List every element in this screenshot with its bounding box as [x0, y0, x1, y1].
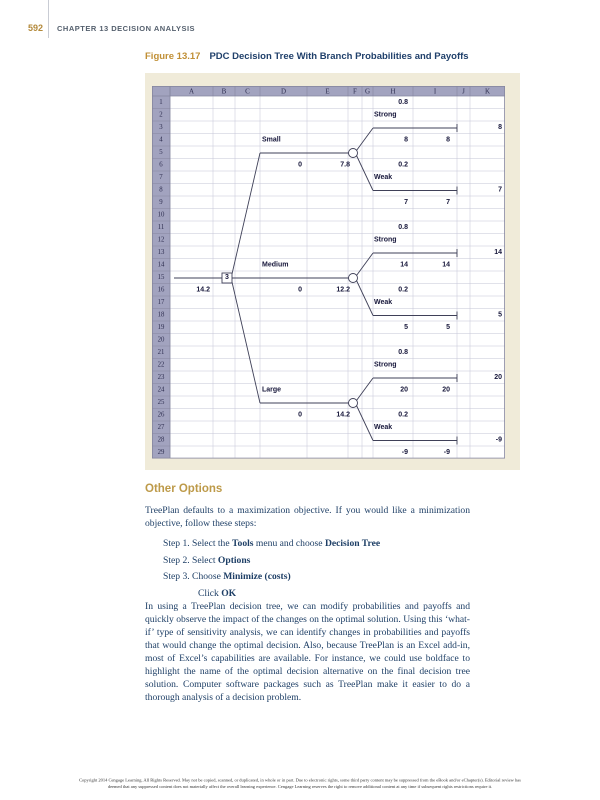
svg-text:16: 16 [157, 286, 165, 294]
cell-I29: -9 [443, 448, 450, 456]
chapter-title: CHAPTER 13 DECISION ANALYSIS [57, 24, 196, 33]
svg-text:26: 26 [157, 411, 165, 419]
step-2: Step 2. Select Options [163, 554, 251, 566]
svg-text:4: 4 [159, 136, 163, 144]
cell-D16: 0 [298, 286, 302, 294]
cell-H29: -9 [401, 448, 408, 456]
cell-H7: Weak [374, 173, 393, 181]
cell-I9: 7 [446, 198, 450, 206]
svg-text:B: B [221, 87, 227, 96]
cell-H19: 5 [404, 323, 408, 331]
svg-text:H: H [390, 87, 396, 96]
svg-text:D: D [280, 87, 287, 96]
svg-text:11: 11 [157, 223, 165, 231]
svg-text:23: 23 [157, 373, 165, 381]
cell-E6: 7.8 [340, 161, 350, 169]
copyright-line-2: deemed that any suppressed content does not materially affect the overall learning experience. Cengage Learning reserves the right to remove additional content at any time if subsequent rights restrictions require it. [107, 783, 493, 790]
svg-text:20: 20 [157, 336, 165, 344]
svg-text:28: 28 [157, 436, 165, 444]
cell-D26: 0 [298, 411, 302, 419]
copyright-footer [0, 777, 600, 799]
svg-text:25: 25 [157, 398, 165, 406]
cell-H27: Weak [374, 423, 393, 431]
svg-text:29: 29 [157, 448, 165, 456]
step-3: Step 3. Choose Minimize (costs) [163, 571, 291, 582]
cell-H4: 8 [404, 136, 408, 144]
cell-H24: 20 [400, 386, 408, 394]
steps-list [163, 538, 380, 604]
svg-text:8: 8 [159, 186, 163, 194]
svg-text:19: 19 [157, 323, 165, 331]
svg-text:F: F [353, 87, 357, 96]
cell-I4: 8 [446, 136, 450, 144]
cell-H17: Weak [374, 298, 393, 306]
cell-H22: Strong [374, 361, 397, 369]
cell-D24: Large [262, 386, 282, 394]
copyright-line-1: Copyright 2014 Cengage Learning. All Rights Reserved. May not be copied, scanned, or duplicated, in whole or in part. Due to electronic rights, some third party content may be suppressed from the eBook and/or eChapter(s). Editorial review has [79, 777, 521, 783]
header-divider [48, 0, 49, 38]
page-number: 592 [28, 23, 44, 33]
cell-D14: Medium [262, 261, 289, 269]
cell-K8: 7 [498, 186, 502, 194]
cell-I24: 20 [442, 386, 450, 394]
intro-paragraph: TreePlan defaults to a maximization objective. If you would like a minimization objective, follow these steps: [145, 505, 470, 529]
cell-K13: 14 [494, 248, 502, 256]
section-heading: Other Options [145, 483, 223, 495]
figure-title: PDC Decision Tree With Branch Probabilities and Payoffs [209, 51, 469, 62]
cell-H9: 7 [404, 198, 408, 206]
svg-text:2: 2 [159, 111, 163, 119]
cell-D6: 0 [298, 161, 302, 169]
svg-text:1: 1 [159, 98, 163, 106]
svg-text:15: 15 [157, 273, 165, 281]
svg-text:21: 21 [157, 348, 165, 356]
cell-H12: Strong [374, 236, 397, 244]
cell-H16: 0.2 [398, 286, 408, 294]
cell-H21: 0.8 [398, 348, 408, 356]
cell-E26: 14.2 [336, 411, 350, 419]
svg-text:A: A [188, 87, 195, 96]
svg-text:9: 9 [159, 198, 163, 206]
svg-text:24: 24 [157, 386, 165, 394]
svg-text:14: 14 [157, 261, 165, 269]
cell-D4: Small [262, 136, 281, 144]
cell-H26: 0.2 [398, 411, 408, 419]
step-3-click-ok: Click OK [198, 587, 237, 599]
svg-text:I: I [433, 87, 437, 96]
cell-K28: -9 [495, 436, 502, 444]
cell-H14: 14 [400, 261, 408, 269]
cell-K18: 5 [498, 311, 502, 319]
svg-text:10: 10 [157, 211, 165, 219]
svg-text:3: 3 [159, 123, 163, 131]
svg-text:G: G [364, 87, 371, 96]
figure-box [145, 73, 520, 470]
figure-caption [145, 51, 545, 62]
body-paragraph: In using a TreePlan decision tree, we can modify probabilities and payoffs and quickly observe the impact of the changes on the optimal solution. Using this ‘what-if’ type of sensitivity analysis, we can identify changes in probabilities and payoffs that would change the optimal decision. Also, because TreePlan is an Excel add-in, most of Excel’s capabilities are available. For instance, we could use boldface to highlight the name of the optimal decision alternative on the final decision tree solution. Computer software packages such as TreePlan make it easier to do a thorough analysis of a decision problem. [145, 601, 470, 703]
svg-text:C: C [245, 87, 250, 96]
svg-text:22: 22 [157, 361, 165, 369]
cell-H6: 0.2 [398, 161, 408, 169]
svg-text:E: E [325, 87, 330, 96]
cell-A16: 14.2 [196, 286, 210, 294]
svg-text:K: K [484, 87, 491, 96]
cell-H2: Strong [374, 111, 397, 119]
cell-H1: 0.8 [398, 98, 408, 106]
cell-H11: 0.8 [398, 223, 408, 231]
figure-label: Figure 13.17 [145, 51, 201, 62]
svg-text:13: 13 [157, 248, 165, 256]
svg-text:6: 6 [159, 161, 163, 169]
cell-K3: 8 [498, 123, 502, 131]
svg-text:18: 18 [157, 311, 165, 319]
step-1: Step 1. Select the Tools menu and choose Decision Tree [163, 538, 381, 549]
svg-text:12: 12 [157, 236, 165, 244]
svg-text:27: 27 [157, 423, 165, 431]
cell-I19: 5 [446, 323, 450, 331]
spreadsheet [152, 86, 505, 459]
svg-text:5: 5 [159, 148, 163, 156]
cell-E16: 12.2 [336, 286, 350, 294]
cell-I14: 14 [442, 261, 450, 269]
svg-text:17: 17 [157, 298, 165, 306]
cell-B15: 3 [225, 273, 229, 281]
svg-text:7: 7 [159, 173, 163, 181]
cell-K23: 20 [494, 373, 502, 381]
svg-text:J: J [462, 87, 465, 96]
